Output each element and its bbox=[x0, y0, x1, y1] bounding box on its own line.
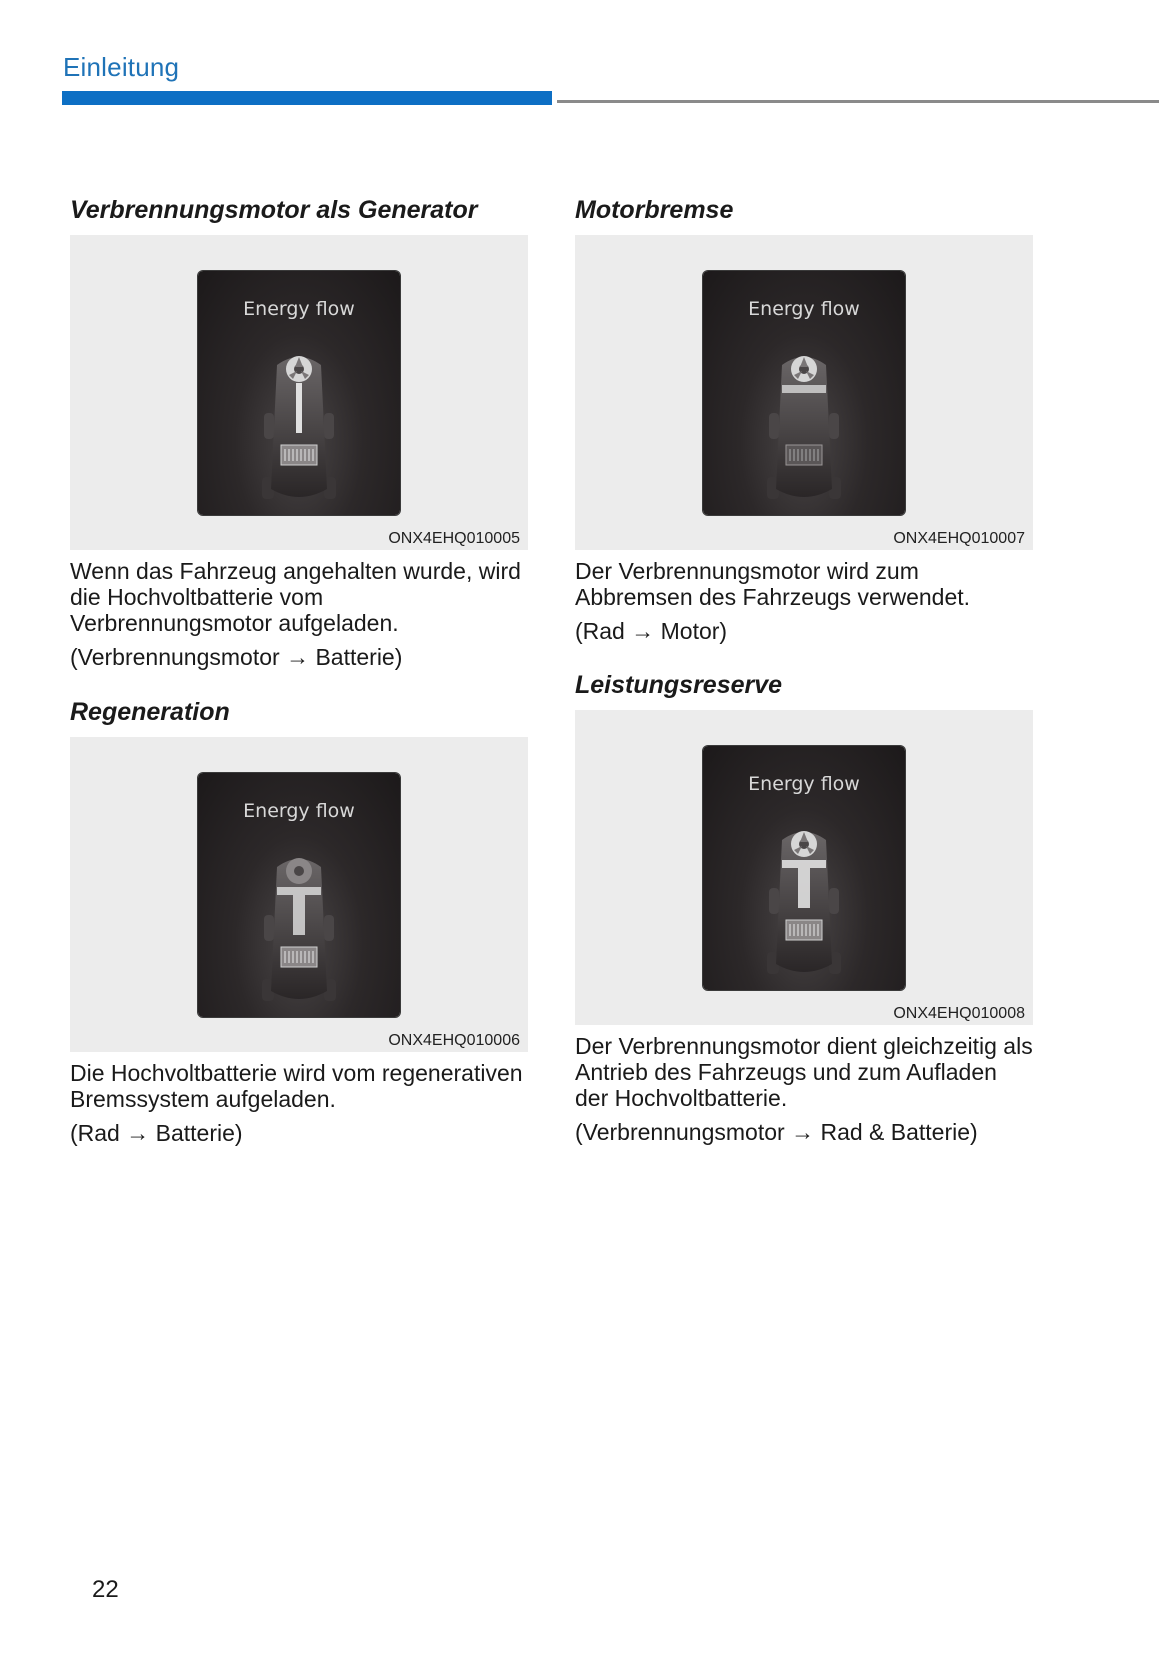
section-power-reserve bbox=[575, 670, 1033, 1145]
energy-flow-screen bbox=[198, 271, 400, 515]
screen-title: Energy flow bbox=[748, 298, 860, 320]
screen-title: Energy flow bbox=[243, 800, 355, 822]
figure bbox=[70, 737, 528, 1052]
section-regeneration bbox=[70, 697, 528, 1146]
section-text: Wenn das Fahrzeug angehalten wurde, wird die Hochvoltbatterie vom Verbrennungsmotor aufgeladen. bbox=[70, 558, 521, 636]
figure-code: ONX4EHQ010008 bbox=[893, 1005, 1025, 1022]
header-bar-grey bbox=[557, 100, 1159, 103]
section-engine-brake bbox=[575, 195, 1033, 644]
section-text: Der Verbrennungsmotor dient gleichzeitig als Antrieb des Fahrzeugs und zum Aufladen der Hochvoltbatterie. bbox=[575, 1033, 1033, 1111]
car-energy-flow-icon bbox=[259, 349, 339, 507]
energy-flow-screen bbox=[703, 271, 905, 515]
section-title: Motorbremse bbox=[575, 196, 734, 224]
screen-title: Energy flow bbox=[243, 298, 355, 320]
header-title: Einleitung bbox=[63, 52, 180, 82]
energy-flow-text: (Rad → Motor) bbox=[575, 618, 728, 644]
energy-flow-screen bbox=[703, 746, 905, 990]
page-number: 22 bbox=[92, 1576, 119, 1603]
car-energy-flow-icon bbox=[764, 824, 844, 982]
section-title: Regeneration bbox=[70, 698, 230, 726]
section-generator bbox=[70, 195, 528, 670]
section-title: Leistungsreserve bbox=[575, 671, 783, 699]
header-bar-blue bbox=[62, 91, 552, 105]
figure-code: ONX4EHQ010005 bbox=[388, 530, 520, 547]
figure bbox=[575, 710, 1033, 1025]
figure bbox=[70, 235, 528, 550]
energy-flow-text: (Verbrennungsmotor → Batterie) bbox=[70, 644, 403, 670]
screen-title: Energy flow bbox=[748, 773, 860, 795]
energy-flow-text: (Verbrennungsmotor → Rad & Batterie) bbox=[575, 1119, 978, 1145]
car-energy-flow-icon bbox=[259, 851, 339, 1009]
figure-code: ONX4EHQ010006 bbox=[388, 1032, 520, 1049]
section-text: Die Hochvoltbatterie wird vom regenerativen Bremssystem aufgeladen. bbox=[70, 1060, 523, 1112]
figure-code: ONX4EHQ010007 bbox=[893, 530, 1025, 547]
energy-flow-text: (Rad → Batterie) bbox=[70, 1120, 243, 1146]
energy-flow-screen bbox=[198, 773, 400, 1017]
car-energy-flow-icon bbox=[764, 349, 844, 507]
section-text: Der Verbrennungsmotor wird zum Abbremsen des Fahrzeugs verwendet. bbox=[575, 558, 971, 610]
section-title: Verbrennungsmotor als Generator bbox=[70, 196, 478, 224]
figure bbox=[575, 235, 1033, 550]
